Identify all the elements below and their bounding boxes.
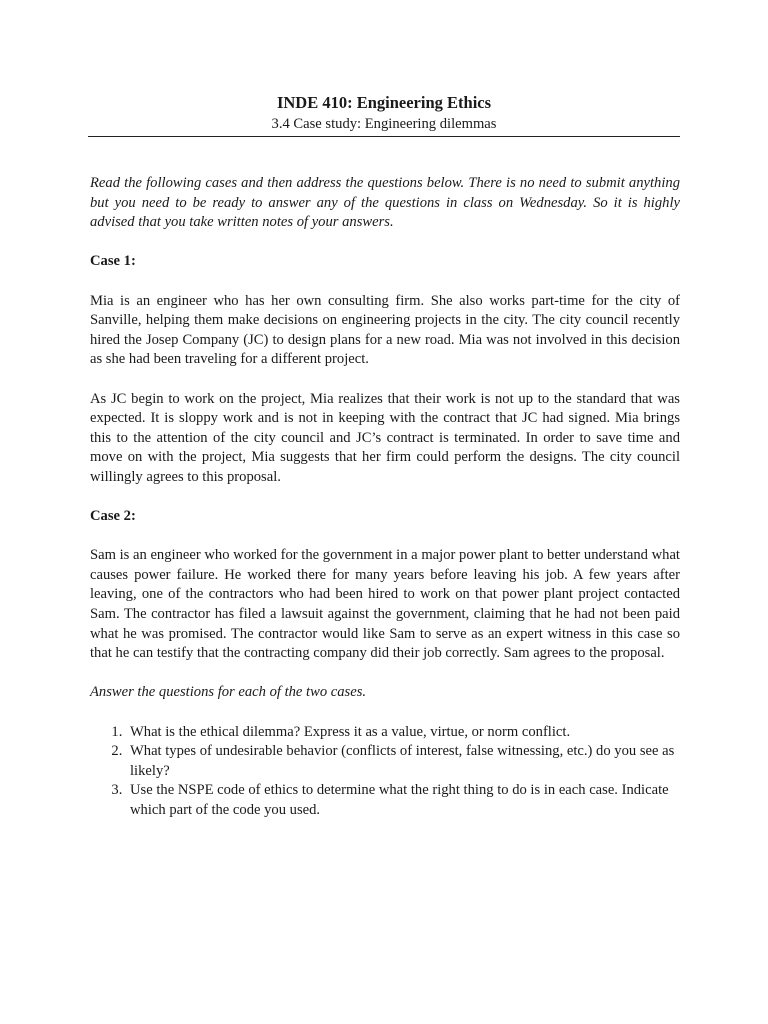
questions-list: [90, 723, 680, 821]
case-2-paragraph-1: Sam is an engineer who worked for the government in a major power plant to better understand what causes power failure. He worked there for many years before leaving his job. A few years after leaving, one of the contractors who had been hired to work on that power plant project contacted Sam. The contractor has filed a lawsuit against the government, claiming that he had not been paid what he was promised. The contractor would like Sam to serve as an expert witness in this case so that he can testify that the contracting company did their job correctly. Sam agrees to the proposal.: [90, 547, 680, 662]
case-2-heading: Case 2:: [90, 508, 136, 525]
question-item: 3. Use the NSPE code of ethics to determine what the right thing to do is in each case. Indicate which part of the code you used.: [126, 781, 680, 820]
intro-paragraph: Read the following cases and then address the questions below. There is no need to submit anything but you need to be ready to answer any of the questions in class on Wednesday. So it is highly advised that you take written notes of your answers.: [90, 175, 680, 231]
document-header: [88, 92, 680, 134]
document-subtitle: 3.4 Case study: Engineering dilemmas: [271, 116, 497, 132]
question-item: 2. What types of undesirable behavior (conflicts of interest, false witnessing, etc.) do you see as likely?: [126, 742, 680, 781]
case-1-heading: Case 1:: [90, 253, 136, 270]
question-item: 1. What is the ethical dilemma? Express it as a value, virtue, or norm conflict.: [126, 723, 680, 743]
document-title: INDE 410: Engineering Ethics: [276, 93, 492, 112]
instructions-text: Answer the questions for each of the two cases.: [90, 684, 367, 701]
case-1-paragraph-2: As JC begin to work on the project, Mia realizes that their work is not up to the standard that was expected. It is sloppy work and is not in keeping with the contract that JC had signed. Mia brings this to the attention of the city council and JC’s contract is terminated. In order to save time and move on with the project, Mia suggests that her firm could perform the designs. The city council willingly agrees to this proposal.: [90, 390, 680, 485]
document-body: [90, 174, 680, 821]
header-divider: [88, 136, 680, 137]
case-1-paragraph-1: Mia is an engineer who has her own consulting firm. She also works part-time for the city of Sanville, helping them make decisions on engineering projects in the city. The city council recently hired the Josep Company (JC) to design plans for a new road. Mia was not involved in this decision as she had been traveling for a different project.: [90, 292, 680, 368]
